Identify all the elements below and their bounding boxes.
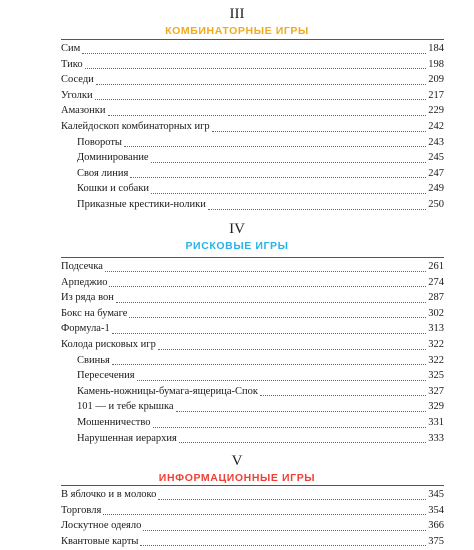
dot-leader — [112, 364, 426, 365]
dot-leader — [153, 427, 427, 428]
dot-leader — [82, 53, 426, 54]
toc-page-number: 329 — [428, 401, 444, 413]
toc-subentry[interactable] — [61, 197, 444, 213]
toc-entry[interactable] — [61, 306, 444, 322]
toc-list — [61, 41, 444, 213]
dot-leader — [103, 514, 426, 515]
toc-page-number: 242 — [428, 120, 444, 132]
toc-entry[interactable] — [61, 487, 444, 503]
toc-page-number: 287 — [428, 292, 444, 304]
toc-page-number: 327 — [428, 385, 444, 397]
toc-entry-title: В яблочко и в молоко — [61, 489, 157, 500]
toc-subentry[interactable] — [61, 181, 444, 197]
toc-entry[interactable] — [61, 290, 444, 306]
dot-leader — [85, 68, 427, 69]
toc-page-number: 366 — [428, 520, 444, 532]
toc-entry-title: Калейдоскоп комбинаторных игр — [61, 120, 210, 132]
toc-page-number: 245 — [428, 152, 444, 164]
toc-entry-title: Бокс на бумаге — [61, 307, 128, 319]
section-divider — [61, 485, 444, 486]
section-number: V — [231, 453, 243, 469]
toc-entry-title: Своя линия — [77, 167, 129, 179]
dot-leader — [129, 317, 426, 318]
section-combinatorial — [0, 6, 474, 37]
toc-entry[interactable] — [61, 57, 444, 73]
toc-page-number: 375 — [428, 535, 444, 547]
toc-page-number: 217 — [428, 89, 444, 101]
toc-page-number: 331 — [428, 416, 444, 428]
toc-entry-title: Уголки — [61, 89, 93, 101]
toc-entry-title: Квантовые карты — [61, 535, 139, 547]
toc-entry-title: Кошки и собаки — [77, 183, 150, 195]
toc-entry[interactable] — [61, 337, 444, 353]
toc-list — [61, 487, 444, 549]
toc-entry-title: Нарушенная иерархия — [77, 432, 177, 444]
dot-leader — [109, 286, 426, 287]
dot-leader — [137, 380, 427, 381]
dot-leader — [158, 499, 426, 500]
toc-page-number: 345 — [428, 489, 444, 500]
toc-entry-title: Подсечка — [61, 261, 103, 272]
toc-subentry[interactable] — [61, 166, 444, 182]
dot-leader — [95, 99, 427, 100]
dot-leader — [158, 349, 426, 350]
toc-entry-title: Повороты — [77, 136, 122, 148]
toc-page-number: 184 — [428, 43, 444, 54]
toc-page-number: 333 — [428, 432, 444, 444]
toc-subentry[interactable] — [61, 135, 444, 151]
toc-subentry[interactable] — [61, 399, 444, 415]
toc-entry[interactable] — [61, 41, 444, 57]
toc-page-number: 313 — [428, 323, 444, 335]
section-title: РИСКОВЫЕ ИГРЫ — [185, 240, 289, 252]
toc-page-number: 198 — [428, 58, 444, 70]
toc-page-number: 209 — [428, 74, 444, 86]
toc-page-number: 243 — [428, 136, 444, 148]
toc-entry-title: 101 — и тебе крышка — [77, 401, 174, 413]
dot-leader — [208, 209, 426, 210]
toc-entry-title: Сим — [61, 43, 81, 54]
section-title: КОМБИНАТОРНЫЕ ИГРЫ — [165, 25, 309, 37]
toc-entry[interactable] — [61, 321, 444, 337]
section-divider — [61, 39, 444, 40]
toc-entry[interactable] — [61, 88, 444, 104]
toc-entry-title: Амазонки — [61, 105, 106, 117]
dot-leader — [176, 411, 427, 412]
section-number: III — [229, 6, 245, 22]
toc-subentry[interactable] — [61, 384, 444, 400]
toc-entry-title: Из ряда вон — [61, 292, 114, 304]
toc-entry-title: Торговля — [61, 504, 102, 516]
section-informational — [0, 453, 474, 484]
toc-page-number: 325 — [428, 370, 444, 382]
dot-leader — [179, 442, 426, 443]
toc-subentry[interactable] — [61, 353, 444, 369]
section-title: ИНФОРМАЦИОННЫЕ ИГРЫ — [158, 472, 316, 484]
dot-leader — [143, 530, 426, 531]
toc-entry-title: Камень-ножницы-бумага-ящерица-Спок — [77, 385, 258, 397]
toc-page-number: 354 — [428, 504, 444, 516]
toc-entry[interactable] — [61, 534, 444, 550]
toc-entry[interactable] — [61, 275, 444, 291]
section-number: IV — [229, 221, 245, 237]
dot-leader — [140, 545, 426, 546]
toc-entry-title: Арпеджио — [61, 276, 108, 288]
toc-page-number: 247 — [428, 167, 444, 179]
toc-page-number: 322 — [428, 338, 444, 350]
toc-entry-title: Соседи — [61, 74, 94, 86]
dot-leader — [96, 84, 426, 85]
toc-page-number: 322 — [428, 354, 444, 366]
dot-leader — [130, 177, 426, 178]
toc-page-number: 261 — [428, 261, 444, 272]
toc-list — [61, 259, 444, 446]
dot-leader — [260, 395, 426, 396]
dot-leader — [112, 333, 427, 334]
toc-page-number: 274 — [428, 276, 444, 288]
toc-entry[interactable] — [61, 72, 444, 88]
toc-entry[interactable] — [61, 119, 444, 135]
toc-page-number: 250 — [428, 198, 444, 210]
toc-entry[interactable] — [61, 518, 444, 534]
toc-entry[interactable] — [61, 259, 444, 275]
dot-leader — [151, 162, 427, 163]
toc-entry-title: Свинья — [77, 354, 110, 366]
toc-entry-title: Формула-1 — [61, 323, 110, 335]
toc-subentry[interactable] — [61, 368, 444, 384]
dot-leader — [116, 302, 426, 303]
toc-page-number: 302 — [428, 307, 444, 319]
toc-page-number: 249 — [428, 183, 444, 195]
dot-leader — [151, 193, 426, 194]
dot-leader — [108, 115, 427, 116]
toc-page-number: 229 — [428, 105, 444, 117]
toc-entry-title: Колода рисковых игр — [61, 338, 156, 350]
toc-entry-title: Лоскутное одеяло — [61, 520, 142, 532]
toc-entry-title: Мошенничество — [77, 416, 151, 428]
dot-leader — [124, 146, 426, 147]
toc-entry-title: Тико — [61, 58, 83, 70]
dot-leader — [105, 271, 426, 272]
toc-entry-title: Пересечения — [77, 370, 135, 382]
toc-entry-title: Доминирование — [77, 152, 149, 164]
section-risky — [0, 221, 474, 252]
toc-entry[interactable] — [61, 503, 444, 519]
section-divider — [61, 257, 444, 258]
toc-subentry[interactable] — [61, 150, 444, 166]
toc-subentry[interactable] — [61, 415, 444, 431]
toc-entry-title: Приказные крестики-нолики — [77, 198, 206, 210]
toc-entry[interactable] — [61, 103, 444, 119]
dot-leader — [212, 131, 427, 132]
toc-subentry[interactable] — [61, 431, 444, 447]
